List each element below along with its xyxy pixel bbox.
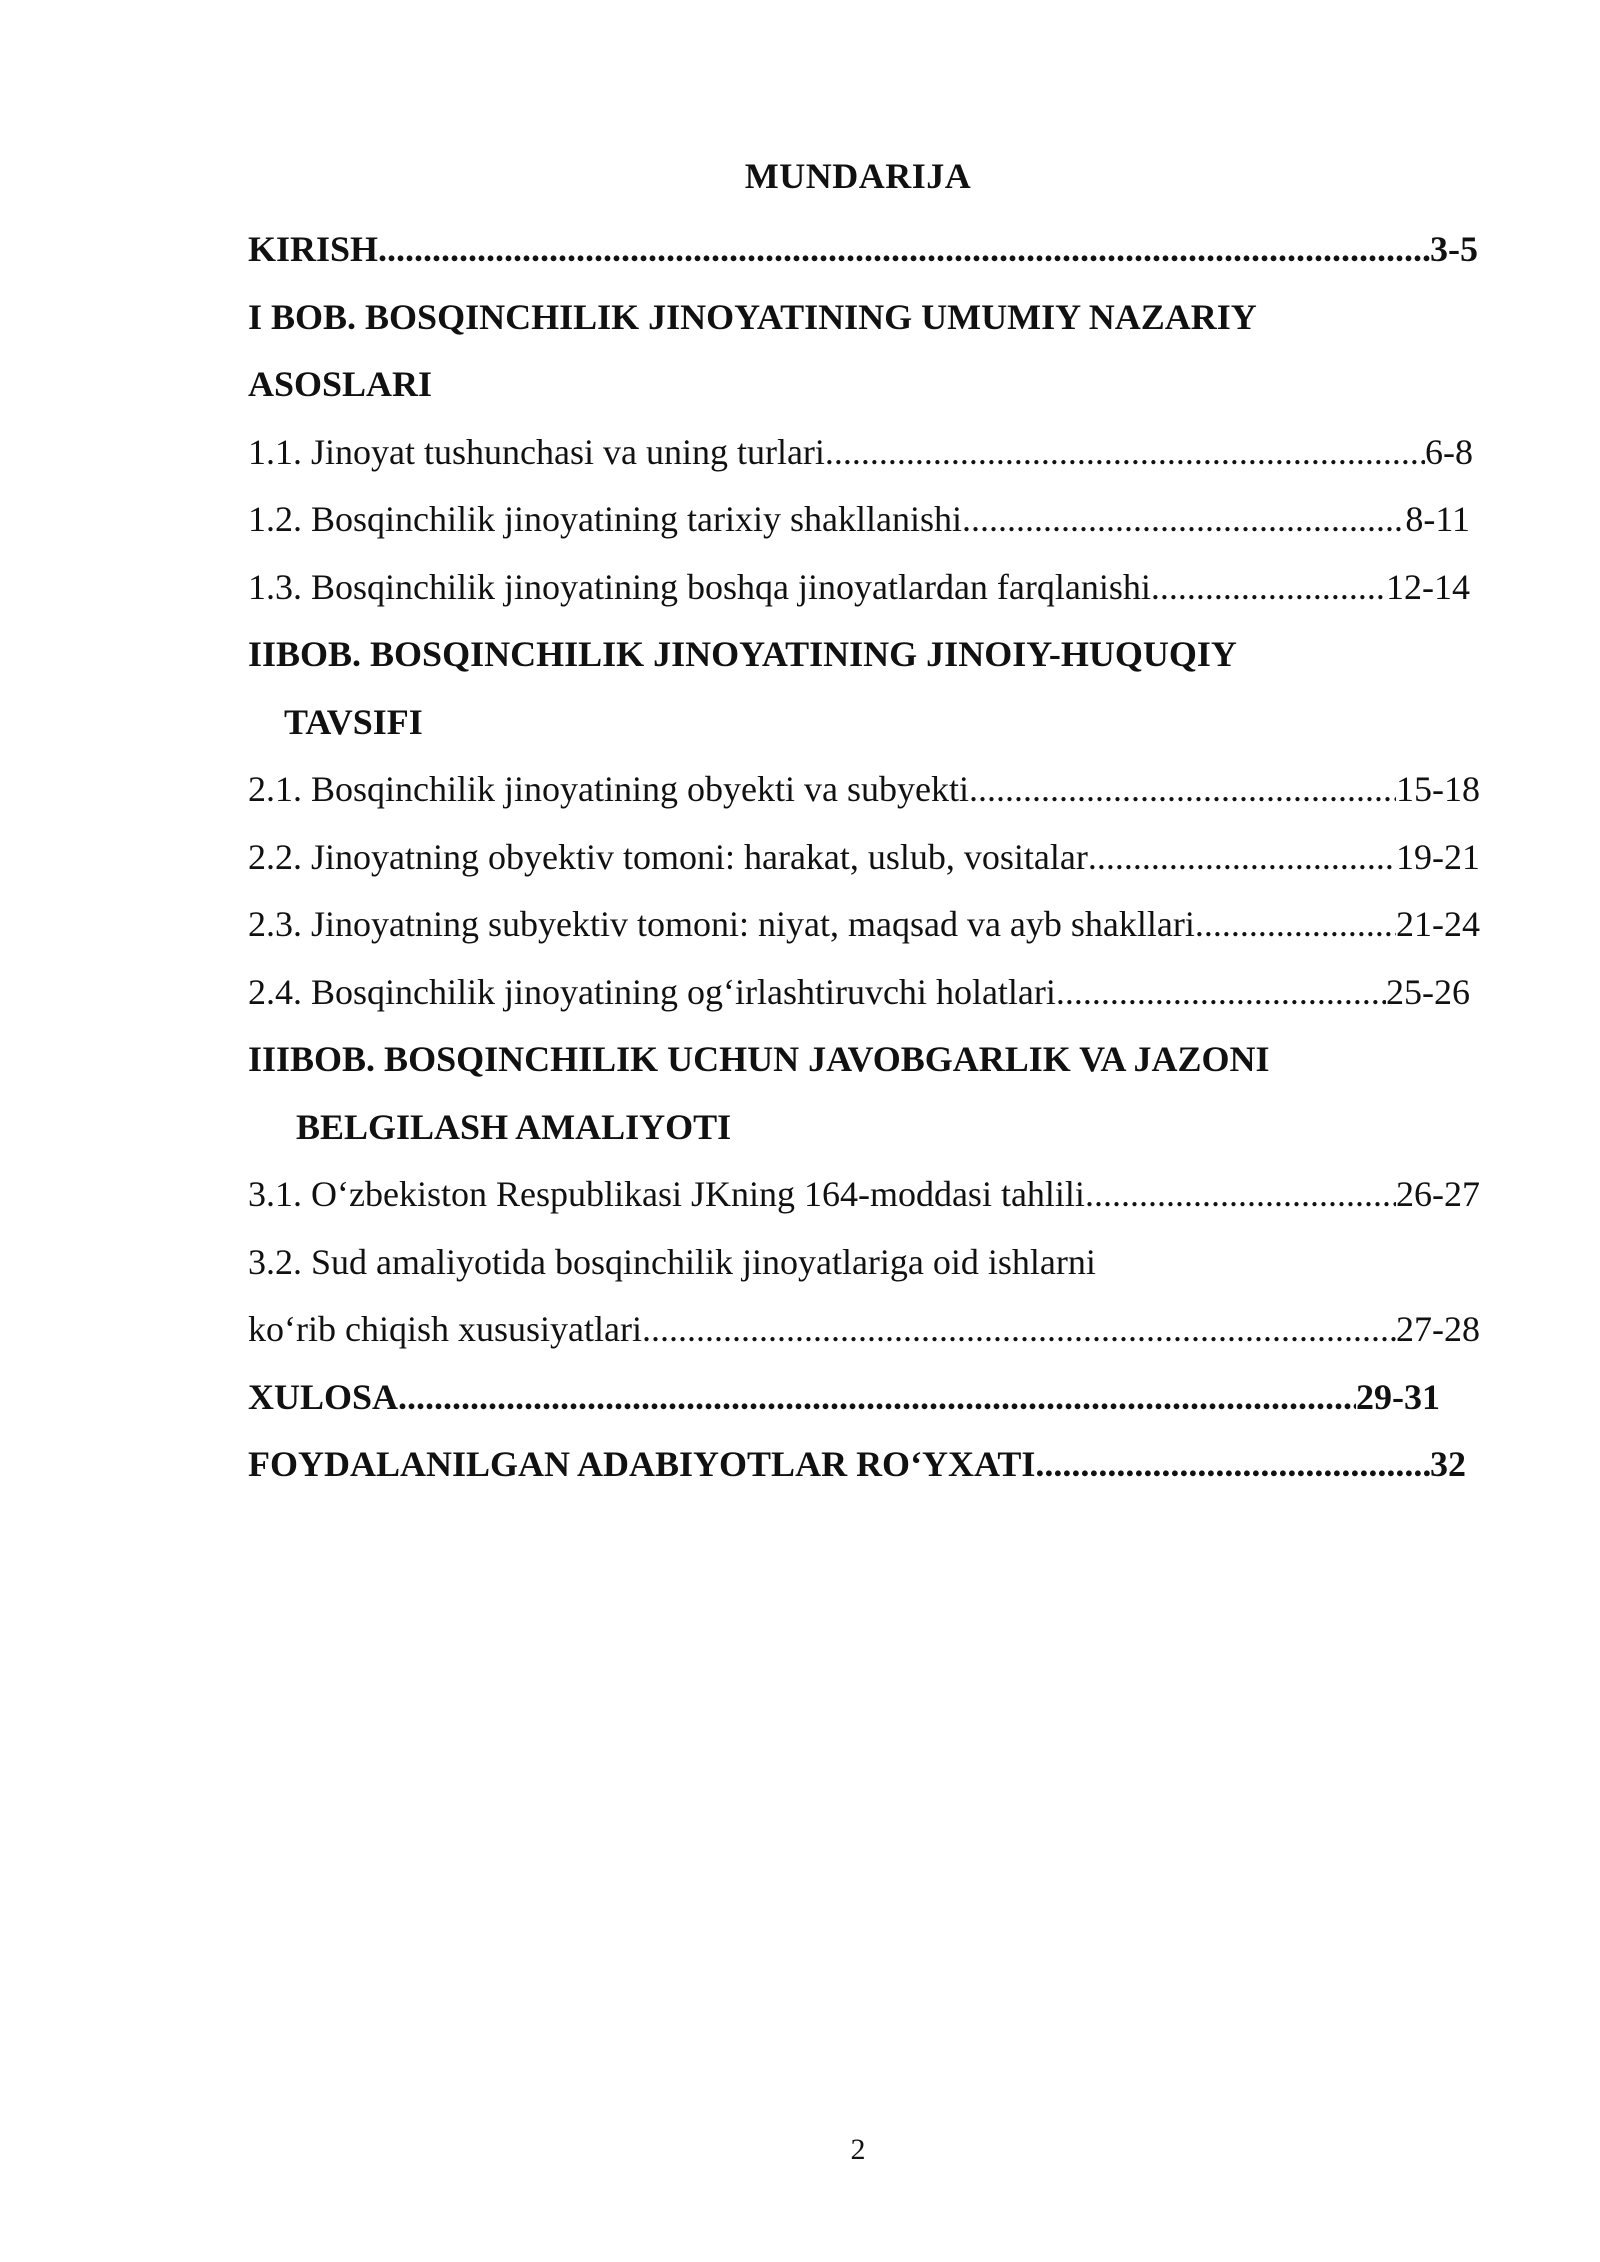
page-number: 2 [850, 2133, 866, 2166]
chapter-3-heading-line2: BELGILASH AMALIYOTI [296, 1106, 732, 1147]
toc-entry-3-2-line1: 3.2. Sud amaliyotida bosqinchilik jinoyatlariga oid ishlarni [248, 1241, 1096, 1282]
leader-dots [1151, 554, 1386, 622]
toc-entry-pages: 8-11 [1405, 499, 1470, 539]
leader-dots [1035, 1431, 1430, 1499]
toc-entry-pages: 29-31 [1356, 1376, 1440, 1417]
leader-dots [1195, 891, 1396, 959]
toc-entry-pages: 6-8 [1425, 431, 1473, 472]
toc-entry-pages: 21-24 [1396, 904, 1480, 944]
toc-entry-label: 1.3. Bosqinchilik jinoyatining boshqa jinoyatlardan farqlanishi [248, 566, 1151, 607]
leader-dots [398, 1364, 1356, 1432]
toc-entry-pages: 32 [1430, 1444, 1466, 1484]
leader-dots [969, 756, 1396, 824]
leader-dots [962, 486, 1405, 554]
toc-entry-adabiyotlar [248, 1431, 1466, 1499]
chapter-1-heading-line1: I BOB. BOSQINCHILIK JINOYATINING UMUMIY NAZARIY [248, 296, 1257, 337]
toc-entry-pages: 26-27 [1396, 1174, 1480, 1214]
toc-title: MUNDARIJA [744, 156, 972, 196]
table-of-contents [248, 216, 1488, 1499]
leader-dots [1088, 824, 1396, 892]
chapter-3-heading-line1: IIIBOB. BOSQINCHILIK UCHUN JAVOBGARLIK VA JAZONI [248, 1039, 1270, 1079]
toc-entry-label: 3.1. O‘zbekiston Respublikasi JKning 164-moddasi tahlili [248, 1174, 1085, 1214]
leader-dots [825, 419, 1425, 487]
leader-dots [1056, 959, 1386, 1027]
toc-entry-label: 2.3. Jinoyatning subyektiv tomoni: niyat, maqsad va ayb shakllari [248, 904, 1195, 944]
leader-dots [1085, 1161, 1396, 1229]
toc-entry-pages: 15-18 [1396, 769, 1480, 809]
toc-entry-label: FOYDALANILGAN ADABIYOTLAR RO‘YXATI [248, 1444, 1036, 1484]
toc-entry-pages: 25-26 [1386, 971, 1470, 1012]
chapter-1-heading-line2: ASOSLARI [248, 364, 433, 404]
toc-entry-label: XULOSA [248, 1376, 399, 1417]
leader-dots [642, 1296, 1396, 1364]
toc-entry-label: KIRISH [248, 229, 379, 269]
toc-entry-pages: 3-5 [1430, 229, 1478, 269]
chapter-2-heading-line1: IIBOB. BOSQINCHILIK JINOYATINING JINOIY-HUQUQIY [248, 634, 1237, 674]
toc-entry-2-1 [248, 756, 1480, 824]
toc-entry-2-4 [248, 959, 1470, 1027]
toc-entry-pages: 27-28 [1396, 1309, 1480, 1349]
toc-entry-3-1 [248, 1161, 1480, 1229]
chapter-2-heading-line2: TAVSIFI [284, 701, 423, 742]
toc-entry-1-2 [248, 486, 1470, 554]
toc-entry-xulosa [248, 1364, 1440, 1432]
toc-entry-label: 2.1. Bosqinchilik jinoyatining obyekti va subyekti [248, 769, 969, 809]
toc-entry-pages: 19-21 [1396, 836, 1480, 877]
toc-entry-label: ko‘rib chiqish xususiyatlari [248, 1309, 642, 1349]
toc-entry-2-3 [248, 891, 1480, 959]
toc-entry-3-2 [248, 1296, 1480, 1364]
toc-entry-1-1 [248, 419, 1473, 487]
toc-entry-kirish [248, 216, 1478, 284]
toc-entry-1-3 [248, 554, 1470, 622]
toc-entry-label: 2.4. Bosqinchilik jinoyatining og‘irlashtiruvchi holatlari [248, 971, 1056, 1012]
toc-entry-label: 1.2. Bosqinchilik jinoyatining tarixiy shakllanishi [248, 499, 962, 539]
toc-entry-label: 1.1. Jinoyat tushunchasi va uning turlari [248, 431, 825, 472]
toc-entry-label: 2.2. Jinoyatning obyektiv tomoni: harakat, uslub, vositalar [248, 836, 1088, 877]
toc-entry-2-2 [248, 824, 1480, 892]
leader-dots [378, 216, 1430, 284]
toc-entry-pages: 12-14 [1386, 566, 1470, 607]
